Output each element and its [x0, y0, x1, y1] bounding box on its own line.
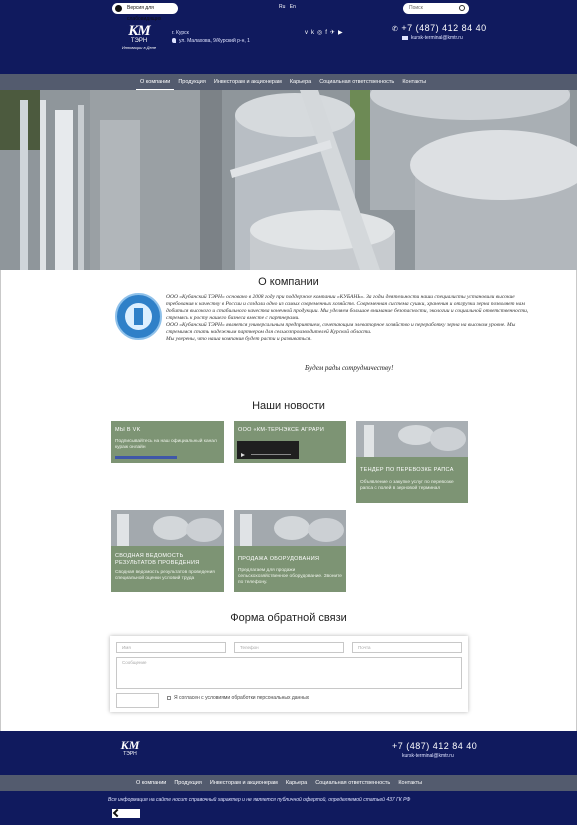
ok-icon[interactable]: ◎ [317, 30, 326, 36]
consent-checkbox[interactable] [167, 695, 309, 701]
news-title: Наши новости [252, 400, 325, 412]
about-paragraph: ООО «Кубанский ТЭРН» является универсальным предприятием, сочетающим элеваторное хозяйство и переработку зерна на высоком уровне. Мы стремимся стать надежным партнером для сельхозпроизводителей Курской области. [166, 322, 516, 335]
mail-icon [402, 36, 408, 40]
logo-tagline: Инновации в Деле [121, 45, 157, 50]
news-card-title: ТЕНДЕР ПО ПЕРЕВОЗКЕ РАПСА [360, 467, 454, 473]
search-input[interactable] [403, 3, 469, 14]
news-card-title: МЫ В VK [115, 427, 141, 433]
copyright-text: Вся информация на сайте носит справочный характер и не является публичной офертой, определяемой статьей 437 ГК РФ [108, 797, 411, 803]
news-card-text: Сводная ведомость результатов проведения специальной оценки условий труда [115, 570, 215, 581]
search-placeholder: Поиск [409, 5, 423, 11]
vk-icon[interactable]: vk [305, 30, 317, 36]
site-counter[interactable] [112, 809, 140, 818]
logo-trn: ТЭРН [130, 38, 148, 44]
search-icon[interactable] [459, 5, 465, 11]
header-phone[interactable] [392, 23, 487, 33]
nav-item-social[interactable]: Социальная ответственность [319, 79, 395, 85]
nav-item-products[interactable]: Продукция [178, 79, 206, 85]
twitter-icon[interactable]: ✈ [329, 30, 338, 36]
message-field[interactable]: Сообщение [116, 657, 462, 689]
logo-km: КМ [128, 23, 150, 39]
play-icon[interactable] [237, 441, 299, 459]
youtube-icon[interactable]: ▶ [337, 30, 346, 36]
footer-nav [0, 775, 577, 791]
quality-badge-icon [115, 293, 162, 340]
eye-icon [115, 5, 122, 12]
email-field[interactable]: Почта [352, 642, 462, 653]
welcome-text: Будем рады сотрудничеству! [305, 364, 394, 372]
lang-en[interactable]: En [289, 4, 296, 10]
checkbox-icon[interactable] [167, 696, 171, 700]
feedback-form-title: Форма обратной связи [230, 612, 347, 624]
address-block [172, 29, 250, 45]
news-card[interactable] [234, 510, 346, 592]
social-links [305, 29, 346, 36]
footer-nav-investors[interactable]: Инвесторам и акционерам [209, 780, 278, 786]
nav-item-contacts[interactable]: Контакты [402, 79, 427, 85]
nav-item-investors[interactable]: Инвесторам и акционерам [213, 79, 282, 85]
news-card[interactable] [111, 421, 224, 463]
accessibility-button[interactable] [112, 3, 178, 22]
news-card-title: СВОДНАЯ ВЕДОМОСТЬ РЕЗУЛЬТАТОВ ПРОВЕДЕНИЯ [115, 553, 200, 566]
name-field[interactable]: Имя [116, 642, 226, 653]
about-paragraph: ООО «Кубанский ТЭРН» основано в 2008 году при поддержке компании «КУБАНЬ». За годы деятельности наши специалисты установили высокие требования к качеству в России и создали одно из самых современных хозяйств. Современная система сушки, хранения и отгрузки зерна позволяет нам добиться высокого и стабильного качества конечной продукции. Мы уделяем большое внимание безопасности, экологии и социальной ответственности, стремясь к росту нашего бизнеса вместе с партнерами. [166, 294, 529, 321]
about-paragraph: Мы уверены, что наша компания будет расти и развиваться. [166, 336, 312, 342]
footer-nav-about[interactable]: О компании [136, 780, 167, 786]
header-email[interactable] [402, 35, 463, 41]
about-title: О компании [258, 276, 319, 288]
news-card-text: Подписывайтесь на наш официальный канал кураж онлайн [115, 439, 217, 450]
feedback-form [110, 636, 468, 712]
site-header [0, 0, 577, 74]
video-player[interactable] [237, 441, 299, 459]
news-card-link[interactable] [115, 456, 177, 459]
site-footer [0, 731, 577, 825]
counter-icon [113, 809, 121, 817]
news-card-text: Предлагаем для продажи сельскохозяйственное оборудование. Звоните по телефону. [238, 568, 342, 585]
header-phone-number: +7 (487) 412 84 40 [401, 23, 487, 33]
footer-nav-products[interactable]: Продукция [174, 780, 202, 786]
lang-ru[interactable]: Ru [279, 4, 286, 10]
news-card[interactable] [111, 510, 224, 592]
footer-nav-social[interactable]: Социальная ответственность [315, 780, 391, 786]
footer-logo[interactable] [115, 740, 145, 770]
news-card[interactable] [356, 421, 468, 503]
news-card-text: Объявление о закупке услуг по перевозке рапса с полей в зерновой терминал [360, 480, 454, 491]
company-logo[interactable] [118, 24, 160, 64]
footer-logo-km: КМ [120, 738, 140, 752]
news-card-title: ООО «КМ-ТЕРНЭКСЕ АГРАРИ [238, 427, 325, 433]
location-pin-icon [172, 38, 176, 43]
phone-icon: ✆ [392, 26, 399, 33]
phone-field[interactable]: Телефон [234, 642, 344, 653]
silo-photo [0, 90, 577, 270]
consent-label: Я согласен с условиями обработки персональных данных [174, 695, 310, 701]
address-line1: г. Курск [172, 30, 189, 36]
news-card-photo [356, 421, 468, 457]
nav-item-about[interactable]: О компании [136, 74, 174, 90]
news-card-photo [234, 510, 346, 546]
captcha-box[interactable] [116, 693, 159, 708]
news-card-photo [111, 510, 224, 546]
nav-item-career[interactable]: Карьера [289, 79, 312, 85]
header-email-text: kursk-terminal@kmtr.ru [411, 35, 463, 41]
news-card[interactable] [234, 421, 346, 463]
facebook-icon[interactable]: f [325, 30, 330, 36]
footer-logo-trn: ТЭРН [123, 751, 137, 757]
footer-email[interactable]: kursk-terminal@kmtr.ru [402, 753, 454, 759]
news-card-title: ПРОДАЖА ОБОРУДОВАНИЯ [238, 556, 320, 562]
hero-image [0, 90, 577, 270]
footer-nav-career[interactable]: Карьера [285, 780, 308, 786]
main-nav [0, 74, 577, 90]
footer-phone[interactable]: +7 (487) 412 84 40 [392, 741, 478, 751]
accessibility-label: Версия для слабовидящих [127, 5, 162, 22]
language-switcher [279, 4, 299, 10]
about-text [166, 294, 542, 343]
footer-nav-contacts[interactable]: Контакты [398, 780, 423, 786]
address-line2: ул. Малахова, 9/Курский р-н, 1 [179, 38, 250, 44]
